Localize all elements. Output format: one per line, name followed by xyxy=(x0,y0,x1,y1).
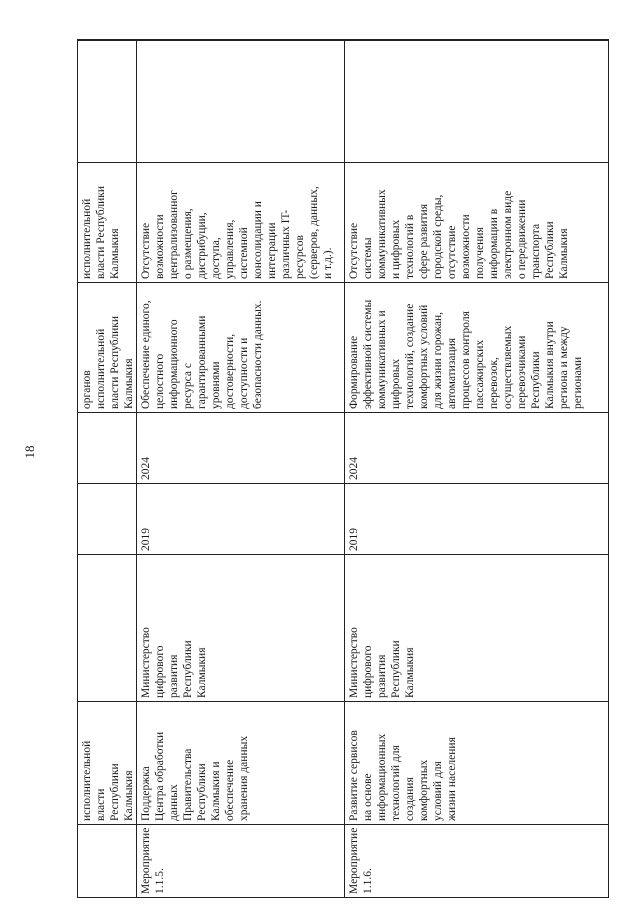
row-2-start: 2019 xyxy=(348,528,360,551)
header-problem-cont: исполнительной власти Республики Калмыкия xyxy=(81,186,121,279)
row-1-result: Обеспечение единого, целостного информационного ресурса с гарантированными уровнями достоверности, доступности и безопасности данных. xyxy=(140,300,264,409)
header-stakeholders-cont: органов исполнительной власти Республики Калмыкия xyxy=(81,316,135,409)
row-1-end: 2024 xyxy=(140,457,152,480)
col-line-9 xyxy=(77,39,609,41)
row-line-bottom xyxy=(608,40,609,898)
row-1-executor: Министерство цифрового развития Республики Калмыкия xyxy=(140,627,208,698)
row-1-start: 2019 xyxy=(140,528,152,551)
row-2-name: Развитие сервисов на основе информационных технологий для создания комфортных условий для жизни населения xyxy=(348,730,458,821)
row-2-executor: Министерство цифрового развития Республики Калмыкия xyxy=(348,627,416,698)
row-2-id: Мероприятие 1.1.6. xyxy=(348,827,374,894)
row-2-problem: Отсутствие системы коммуникативных и цифровых технологий в сфере развития городской среды, отсутствие возможности получения информации в электронном виде о передвижении транспорта Республики Калмыкия xyxy=(348,189,570,279)
row-1-problem: Отсутствие возможности централизованног о размещения, дистрибуции, доступа, управления, системной консолидации и интеграции различных IT- ресурсов (серверов, данных, и т.д.). xyxy=(140,186,334,279)
measures-table xyxy=(77,40,609,898)
row-1-name: Поддержка Центра обработки данных Правительства Республики Калмыкия и обеспечение хранения данных xyxy=(140,731,250,821)
row-1-id: Мероприятие 1.1.5. xyxy=(140,827,166,894)
page-number: 18 xyxy=(22,445,37,459)
row-2-end: 2024 xyxy=(348,457,360,480)
row-2-result: Формирование эффективной системы коммуникативных и цифровых технологий, создание комфортных условий для жизни горожан, автоматизация процессов контроля пассажирских перевозок, осуществляемых перевозчиками Республики Калмыкия внутри региона и между регионами xyxy=(348,299,584,409)
header-executor-cont: исполнительной власти Республики Калмыкия xyxy=(81,740,135,821)
